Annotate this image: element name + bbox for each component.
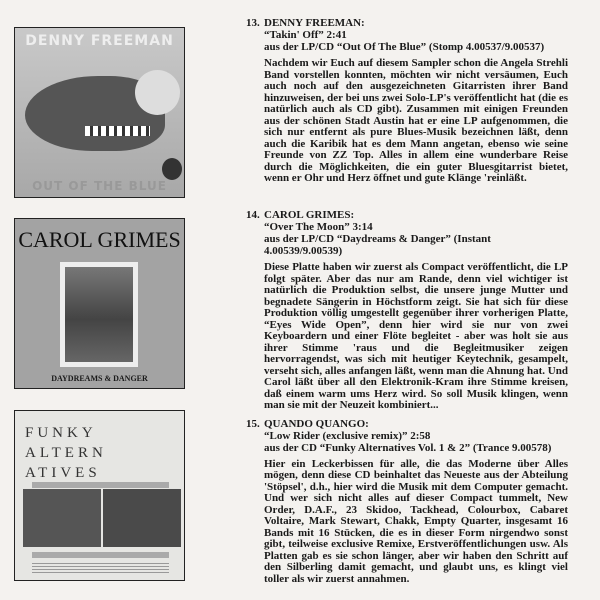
- track-number: 15.: [246, 417, 260, 430]
- cover-band: [32, 482, 169, 488]
- propeller-spinner: [135, 70, 180, 115]
- album-cover-daydreams-danger: [14, 218, 185, 389]
- track-entry-13: [246, 17, 568, 203]
- track-title: “Takin' Off” 2:41: [264, 29, 347, 41]
- cover-title-line: FUNKY: [25, 425, 97, 441]
- cover-photo-right: [103, 489, 181, 547]
- cover-artist: DENNY FREEMAN: [25, 33, 174, 49]
- track-entry-15: [246, 418, 568, 586]
- entries-column: [246, 17, 568, 585]
- track-artist: CAROL GRIMES:: [264, 209, 355, 221]
- track-source: aus der CD “Funky Alternatives Vol. 1 & 2” (Trance 9.00578): [264, 441, 552, 454]
- track-number: 14.: [246, 209, 260, 221]
- track-number: 13.: [246, 17, 260, 29]
- cover-title: OUT OF THE BLUE: [32, 179, 167, 193]
- track-source: aus der LP/CD “Daydreams & Danger” (Instant 4.00539/9.00539): [264, 233, 491, 257]
- track-artist: DENNY FREEMAN:: [264, 17, 365, 29]
- track-artist: QUANDO QUANGO:: [264, 417, 369, 430]
- track-entry-14: [246, 209, 568, 412]
- album-cover-funky-alternatives: [14, 410, 185, 581]
- shark-teeth: [85, 126, 150, 136]
- cover-photo: [60, 262, 138, 367]
- cover-band-list: [32, 561, 169, 575]
- track-title: “Low Rider (exclusive remix)” 2:58: [264, 429, 431, 442]
- track-source: aus der LP/CD “Out Of The Blue” (Stomp 4.00537/9.00537): [264, 41, 545, 53]
- track-description: Nachdem wir Euch auf diesem Sampler schon die Angela Strehli Band vorstellen konnten, möchten wir nicht versäumen, Euch auch noch auf den ausgezeichneten Gitarristen ihrer Band hinzuweisen, der bei uns zwei Solo-LP's veröffentlicht hat (die es natürlich auch als CD gibt). Zusammen mit einigen Freunden aus der schönen Stadt Austin hat er eine LP aufgenommen, die sich nur entfernt als pure Blues-Musik bezeichnen läßt, denn auch die Karibik hat es dem Mann angetan, ebenso wie seine Freunde von ZZ Top. Alles in allem eine wunderbare Reise durch die Möglichkeiten, die ein guter Bluesgitarrist bietet, wenn er Ohr und Herz öffnet und gute Klänge 'reinläßt.: [264, 57, 568, 184]
- landing-wheel: [162, 158, 182, 180]
- track-description: Hier ein Leckerbissen für alle, die das Moderne über Alles mögen, denn diese CD beinhaltet das Neueste aus der Abteilung 'Stöpsel', d.h., hier wird die Musik mit dem Computer gemacht. Und wer sich nicht alles auf dieser Compact tummelt, New Order, D.A.F., 23 Skidoo, Tackhead, Colourbox, Cabaret Voltaire, Mark Stewart, Chakk, Empty Quarter, insgesamt 16 Bands mit 16 Stücken, die es in dieser Form nirgendwo sonst gibt, teilweise exclusive Remixe, Erstveröffentlichungen usw. Als Platten gab es sie schon länger, aber wir haben den Schritt auf den Silberling damit gemacht, und glaubt uns, es klingt viel toller als wir zuerst annahmen.: [264, 457, 568, 585]
- cover-title-line: ALTERN: [25, 445, 107, 461]
- cover-artist: CAROL GRIMES: [18, 227, 181, 252]
- cover-title: DAYDREAMS & DANGER: [51, 374, 148, 383]
- cover-title-line: ATIVES: [25, 465, 101, 481]
- track-title: “Over The Moon” 3:14: [264, 221, 373, 233]
- album-cover-out-of-the-blue: [14, 27, 185, 198]
- track-description: Diese Platte haben wir zuerst als Compact veröffentlicht, die LP folgt später. Aber das nur am Rande, denn viel wichtiger ist natürlich die Produktion selbst, die unsere junge Mutter und begnadete Sängerin in Höchstform zeigt. Sie hat sich für diese Produktion völlig umgestellt gegenüber ihrer vorherigen Platte, “Eyes Wide Open”, denn hier wird sie nur von zwei Keyboardern und einer Flöte begleitet - aber was holt sie aus ihrer Stimme 'raus und die Begleitmusiker zeigen hervorragendst, was sich mit heutiger Keytechnik, gesampelt, verseht sich, alles anfangen läßt, wenn man die Ahnung hat. Und Carol läßt über all den Elektronik-Kram ihre Stimme kreisen, daß einem warm ums Herz wird. So soll Musik klingen, wenn man sie mit der Neuzeit kombiniert...: [264, 261, 568, 411]
- cover-band: [32, 552, 169, 558]
- cover-photo-left: [23, 489, 101, 547]
